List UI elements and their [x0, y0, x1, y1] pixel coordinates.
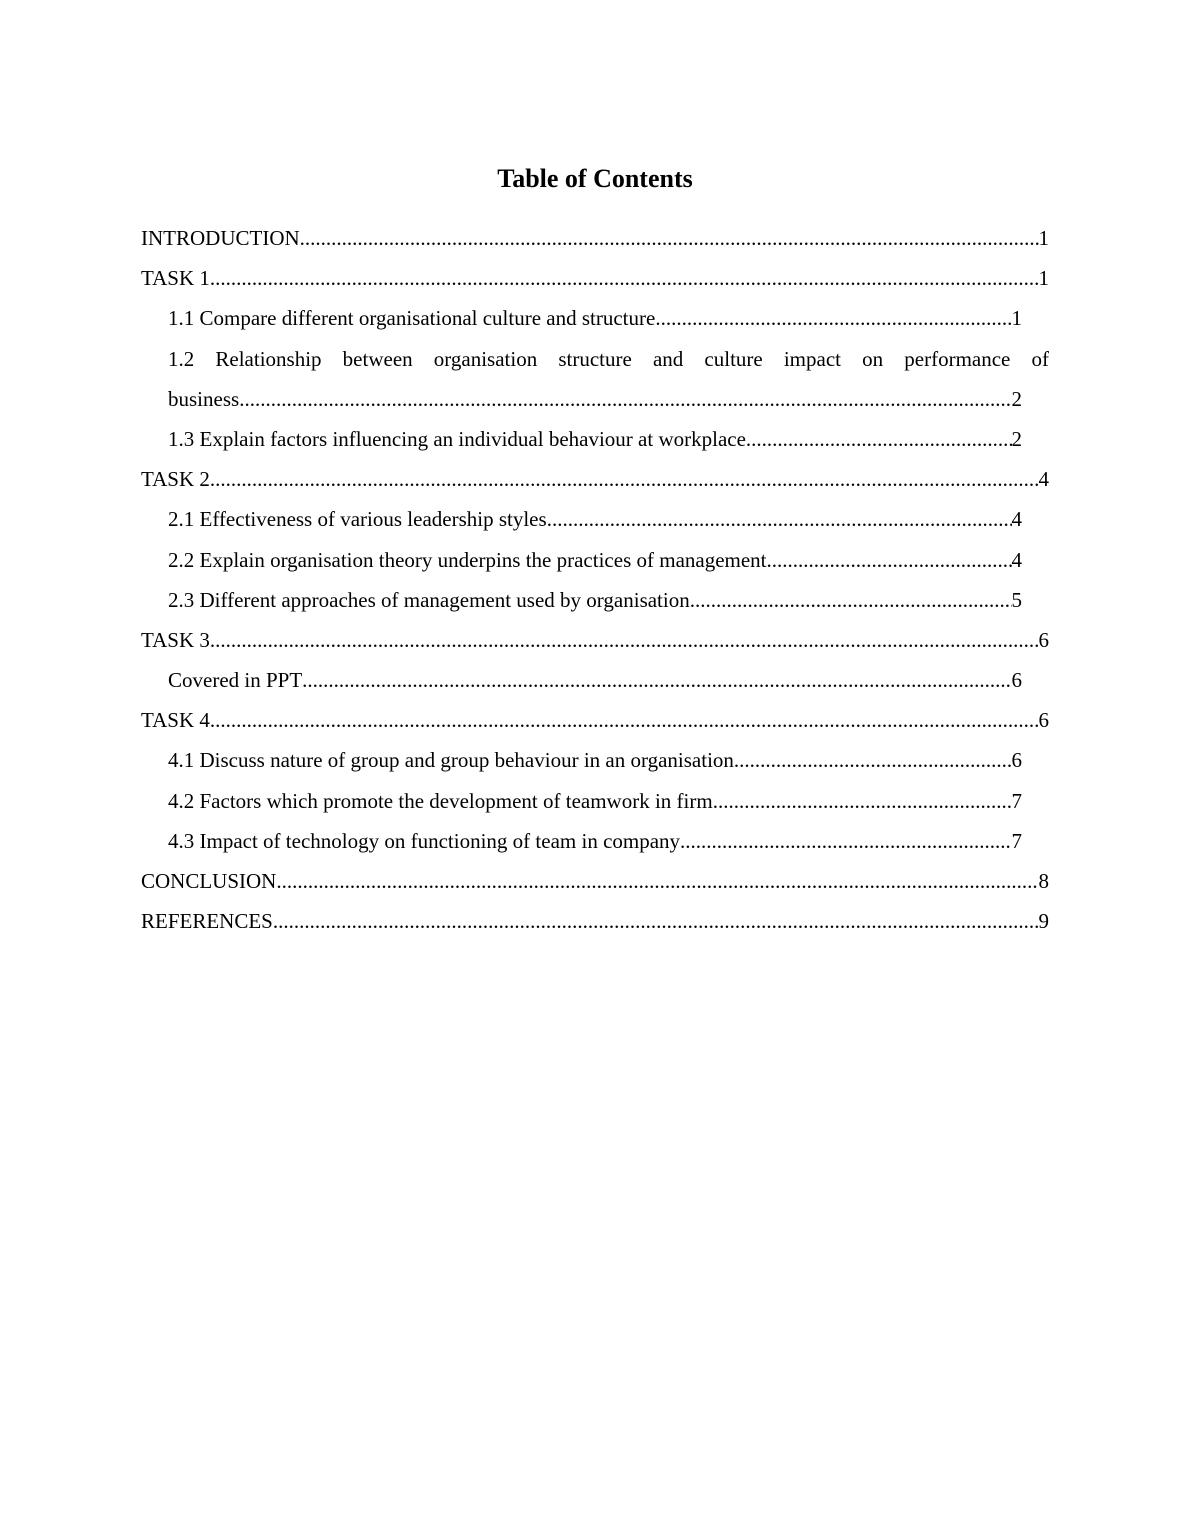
dot-leader [547, 499, 1012, 539]
dot-leader [210, 258, 1039, 298]
toc-entry-label: REFERENCES [141, 909, 273, 934]
dot-leader [713, 781, 1012, 821]
toc-entry-label: 2.3 Different approaches of management used by organisation [168, 587, 690, 612]
dot-leader [655, 298, 1011, 338]
toc-page-number: 4 [1011, 507, 1022, 532]
toc-page-number: 5 [1011, 587, 1022, 612]
toc-page-number: 1 [1011, 306, 1022, 331]
toc-entry-label: 1.1 Compare different organisational culture and structure [168, 306, 656, 331]
toc-entry-4-2[interactable] [168, 781, 1022, 821]
dot-leader [302, 660, 1011, 700]
toc-title: Table of Contents [497, 164, 693, 193]
toc-entry-label: TASK 4 [141, 708, 210, 733]
toc-page-number: 4 [1011, 547, 1022, 572]
toc-entry-label: 1.3 Explain factors influencing an individual behaviour at workplace [168, 426, 746, 451]
toc-page-number: 2 [1011, 386, 1022, 411]
dot-leader [680, 821, 1011, 861]
dot-leader [767, 540, 1012, 580]
toc-entry-4-1[interactable] [168, 740, 1022, 780]
dot-leader [734, 740, 1012, 780]
toc-entry-conclusion[interactable] [141, 861, 1049, 901]
toc-page-number: 7 [1011, 828, 1022, 853]
toc-entry-task-4[interactable] [141, 700, 1049, 740]
dot-leader [210, 459, 1039, 499]
toc-entry-task-3[interactable] [141, 620, 1049, 660]
toc-page-number: 6 [1038, 627, 1049, 652]
dot-leader [239, 379, 1011, 419]
toc-page-number: 7 [1011, 788, 1022, 813]
toc-page-number: 8 [1038, 869, 1049, 893]
dot-leader [746, 419, 1012, 459]
toc-entry-label: TASK 2 [141, 467, 210, 492]
toc-page-number: 1 [1038, 226, 1049, 250]
table-of-contents [141, 218, 1049, 941]
toc-page-number: 2 [1011, 426, 1022, 451]
dot-leader [300, 218, 1039, 258]
toc-entry-4-3[interactable] [168, 821, 1022, 861]
toc-entry-1-1[interactable] [168, 298, 1022, 338]
dot-leader [276, 861, 1038, 901]
toc-entry-task-2[interactable] [141, 459, 1049, 499]
toc-entry-label: 4.3 Impact of technology on functioning of team in company [168, 828, 681, 853]
toc-entry-2-1[interactable] [168, 499, 1022, 539]
dot-leader [210, 700, 1039, 740]
toc-page-number: 4 [1038, 467, 1049, 492]
toc-entry-label: 2.1 Effectiveness of various leadership styles [168, 507, 547, 532]
toc-entry-covered-in-ppt[interactable] [168, 660, 1022, 700]
dot-leader [210, 620, 1039, 660]
toc-page-number: 6 [1011, 748, 1022, 773]
toc-page-number: 6 [1038, 708, 1049, 733]
toc-page-number: 9 [1038, 909, 1049, 934]
toc-entry-label: TASK 3 [141, 627, 210, 652]
toc-entry-label: 1.2 Relationship between organisation structure and culture impact on performance of [168, 346, 1049, 371]
dot-leader [690, 580, 1012, 620]
toc-entry-label: CONCLUSION [141, 869, 277, 893]
toc-entry-label: Covered in PPT [168, 668, 303, 693]
toc-page-number: 6 [1011, 668, 1022, 693]
toc-entry-introduction[interactable] [141, 218, 1049, 258]
toc-entry-1-3[interactable] [168, 419, 1022, 459]
toc-entry-1-2[interactable] [168, 339, 1049, 419]
dot-leader [273, 901, 1039, 941]
toc-entry-label: TASK 1 [141, 266, 210, 291]
toc-entry-continuation [168, 379, 1022, 419]
toc-entry-label: 4.2 Factors which promote the development of teamwork in firm [168, 788, 713, 813]
toc-page-number: 1 [1038, 266, 1049, 291]
toc-entry-label: 4.1 Discuss nature of group and group behaviour in an organisation [168, 748, 734, 773]
toc-entry-task-1[interactable] [141, 258, 1049, 298]
toc-entry-2-2[interactable] [168, 540, 1022, 580]
toc-entry-label: INTRODUCTION [141, 226, 300, 250]
toc-entry-references[interactable] [141, 901, 1049, 941]
toc-entry-label: 2.2 Explain organisation theory underpins the practices of management [168, 547, 767, 572]
toc-entry-2-3[interactable] [168, 580, 1022, 620]
toc-entry-label: business [168, 386, 240, 411]
